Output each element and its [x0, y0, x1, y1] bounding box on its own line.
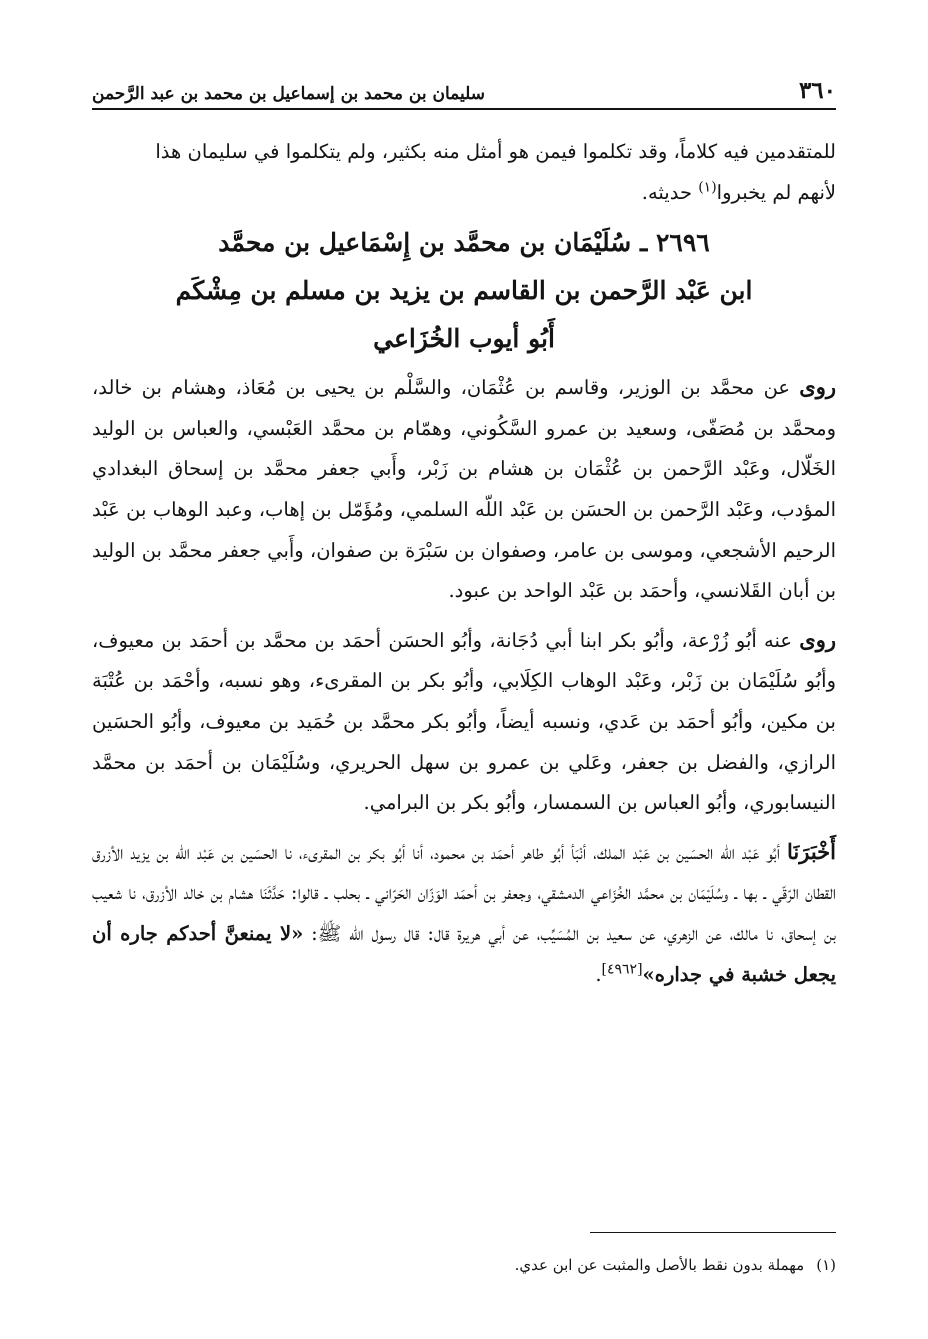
running-title: سليمان بن محمد بن إسماعيل بن محمد بن عبد الرَّحمن — [92, 84, 485, 104]
intro-line-2-start: لأنهم لم يخبروا — [716, 180, 836, 204]
page-body — [92, 132, 836, 995]
hadith-ref: [٤٩٦٢] — [601, 961, 643, 977]
narrated-by-paragraph — [92, 620, 836, 824]
entry-heading-line-1: ٢٦٩٦ ـ سُلَيْمَان بن محمَّد بن إِسْمَاعيل بن محمَّد — [218, 228, 710, 258]
footnote-number: (١) — [816, 1256, 836, 1274]
isnad-text: أبُو عَبْد اللّه الحسَين بن عَبْد الملك، أنْبَأ أبُو طاهر أحمَد بن محمود، أنا أبُو بكر بن المقرىء، نا الحسَين بن عَبْد اللّه بن يزيد الأزرق القطان الرّقّي ـ بها ـ وسُلَيْمَان بن محمَّد الخُزَاعي الدمشقي، وجعفر بن أحمَد الوَزّان الحَرّاني ـ بحلب ـ قالوا: حَدَّثَنَا هشام بن خالد الأزرق، نا شعيب بن إسحاق، نا مالك، عن الزهري، عن سعيد بن المُسَيِّب، عن أبي هريرة قال: قال رسول اللّه ﷺ: — [92, 840, 836, 945]
intro-line-2-end: حديثه. — [641, 180, 699, 204]
narrated-from-paragraph — [92, 367, 836, 612]
hadith-text: «لا يمنعنَّ أحدكم جاره أن يجعل خشبة في جداره» — [92, 921, 836, 986]
entry-heading-line-3: أَبُو أيوب الخُزَاعي — [373, 324, 555, 354]
footnote-ref: (١) — [698, 179, 717, 196]
narrated-from-lead: روى — [799, 374, 836, 400]
isnad-lead: أَخْبَرَنَا — [787, 838, 836, 864]
narrated-from-text: عن محمَّد بن الوزير، وقاسم بن عُثْمَان، والسَّلْم بن يحيى بن مُعَاذ، وهشام بن خالد، ومحمَّد بن مُصَفّى، وسعيد بن عمرو السَّكُوني، وهمّام بن محمَّد العَبْسي، والعباس بن الوليد الخَلّال، وعَبْد الرَّحمن بن عُثْمَان بن هشام بن زَبْر، وأَبي جعفر محمَّد بن إسحاق البغدادي المؤدب، وعَبْد الرَّحمن بن الحسَن بن عَبْد اللّه السلمي، ومُؤَمّل بن إهاب، وعبد الوهاب بن عَبْد الرحيم الأشجعي، وموسى بن عامر، وصفوان بن سَبْرَة بن صفوان، وأَبي جعفر محمَّد بن الوليد بن أبان القَلانسي، وأحمَد بن عَبْد الواحد بن عبود. — [92, 376, 836, 603]
page-header — [92, 72, 836, 104]
entry-heading — [92, 219, 836, 363]
footnote-rule — [590, 1232, 836, 1233]
header-rule — [92, 108, 836, 110]
narrated-by-text: عنه أبُو زُرْعة، وأبُو بكر ابنا أبي دُجَانة، وأبُو الحسَن أحمَد بن محمَّد بن أحمَد بن معيوف، وأبُو سُلَيْمَان بن زَبْر، وعَبْد الوهاب الكِلَابي، وأبُو بكر بن المقرىء، وهو نسبه، وأحْمَد بن عُتْبَة بن مكين، وأبُو أحمَد بن عَدي، ونسبه أيضاً، وأبُو بكر محمَّد بن حُمَيد بن معيوف، وأبُو الحسَين الرازي، والفضل بن جعفر، وعَلي بن عمرو بن سهل الحريري، وسُلَيْمَان بن أحمَد بن محمَّد النيسابوري، وأبُو العباس بن السمسار، وأبُو بكر بن البرامي. — [92, 628, 836, 815]
footnote-text: مهملة بدون نقط بالأصل والمثبت عن ابن عدي. — [514, 1256, 805, 1274]
narrated-by-lead: روى — [799, 626, 836, 652]
intro-paragraph — [92, 132, 836, 213]
entry-heading-line-2: ابن عَبْد الرَّحمن بن القاسم بن يزيد بن مسلم بن مِشْكَم — [175, 276, 753, 306]
isnad-end: . — [595, 962, 602, 986]
intro-line-1: للمتقدمين فيه كلاماً، وقد تكلموا فيمن هو أمثل منه بكثير، ولم يتكلموا في سليمان هذا — [155, 140, 836, 163]
footnote — [92, 1253, 836, 1277]
page-number: ٣٦٠ — [798, 77, 836, 104]
isnad-paragraph — [92, 832, 836, 995]
